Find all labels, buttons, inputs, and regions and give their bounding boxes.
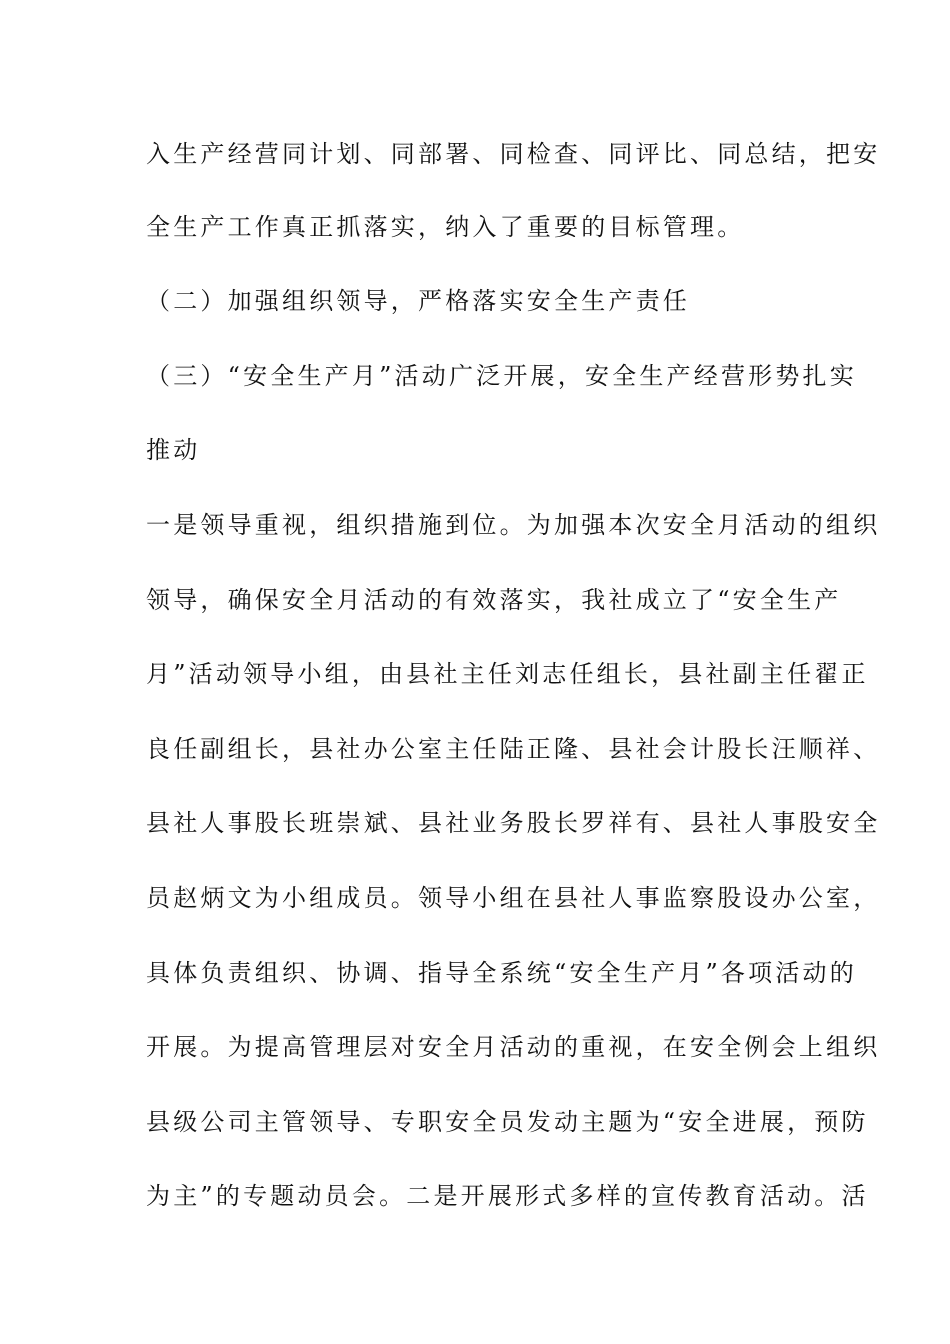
section-heading: （三）“安全生产月”活动广泛开展，安全生产经营形势扎实 (146, 362, 857, 390)
section-heading: （二）加强组织领导，严格落实安全生产责任 (146, 287, 690, 315)
section-heading-continued: 推动 (146, 436, 201, 464)
text-line: 县社人事股长班崇斌、县社业务股长罗祥有、县社人事股安全 (146, 809, 881, 837)
text-line: 一是领导重视，组织措施到位。为加强本次安全月活动的组织 (146, 511, 881, 539)
text-line: 开展。为提高管理层对安全月活动的重视，在安全例会上组织 (146, 1033, 881, 1061)
text-line: 县级公司主管领导、专职安全员发动主题为“安全进展，预防 (146, 1108, 869, 1136)
text-line: 员赵炳文为小组成员。领导小组在县社人事监察股设办公室， (146, 884, 881, 912)
text-line: 月”活动领导小组，由县社主任刘志任组长，县社副主任翟正 (146, 660, 869, 688)
text-line: 全生产工作真正抓落实，纳入了重要的目标管理。 (146, 213, 745, 241)
text-line: 具体负责组织、协调、指导全系统“安全生产月”各项活动的 (146, 959, 857, 987)
text-line: 领导，确保安全月活动的有效落实，我社成立了“安全生产 (146, 586, 842, 614)
text-line: 入生产经营同计划、同部署、同检查、同评比、同总结，把安 (146, 140, 881, 168)
text-line: 良任副组长，县社办公室主任陆正隆、县社会计股长汪顺祥、 (146, 735, 881, 763)
text-line: 为主”的专题动员会。二是开展形式多样的宣传教育活动。活 (146, 1182, 869, 1210)
